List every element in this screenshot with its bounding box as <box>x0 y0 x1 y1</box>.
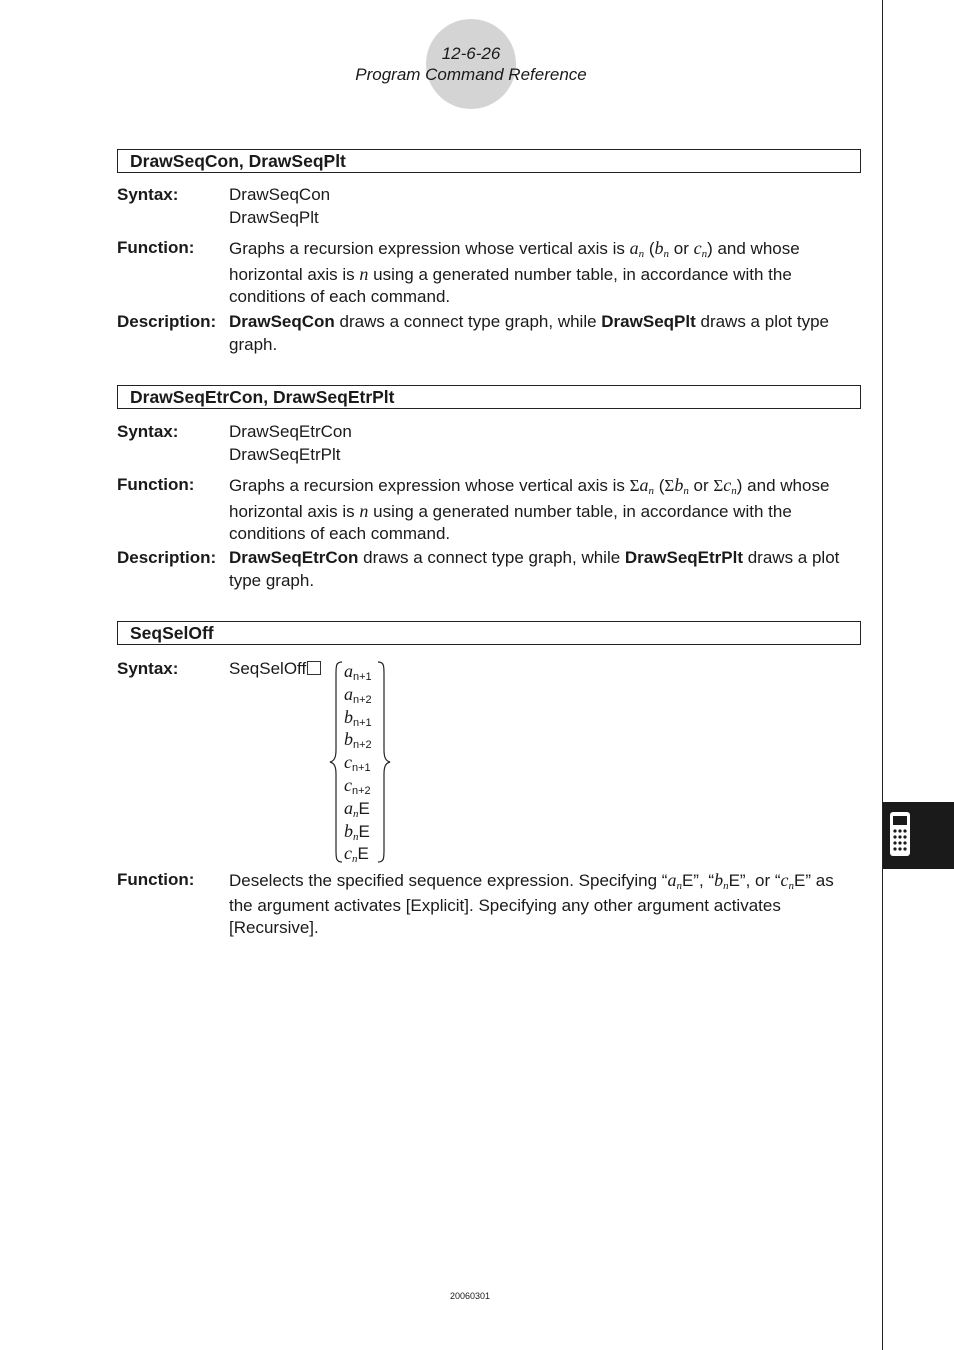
argument-an2: an+2 <box>344 683 372 706</box>
right-brace <box>377 660 391 864</box>
argument-cne: cnE <box>344 843 369 866</box>
header-circle <box>426 19 516 109</box>
function-text: Graphs a recursion expression whose vertical axis is Σan (Σbn or Σcn) and whose horizontal axis is n using a generated number table, in accordance with the conditions of each command. <box>229 475 830 543</box>
syntax-line: DrawSeqEtrCon <box>229 422 352 441</box>
function-label: Function: <box>117 475 195 494</box>
function-row <box>117 474 862 546</box>
syntax-label: Syntax: <box>117 422 179 441</box>
syntax-label: Syntax: <box>117 185 179 204</box>
section-heading-drawseqcon: DrawSeqCon, DrawSeqPlt <box>117 149 861 173</box>
calculator-icon <box>889 811 911 857</box>
page-margin-rule <box>882 0 883 1350</box>
function-label: Function: <box>117 238 195 257</box>
argument-bn1: bn+1 <box>344 706 372 729</box>
left-brace <box>329 660 343 864</box>
function-text: Graphs a recursion expression whose vertical axis is an (bn or cn) and whose horizontal axis is n using a generated number table, in accordance with the conditions of each command. <box>229 238 800 306</box>
syntax-line: DrawSeqCon <box>229 185 331 204</box>
chapter-tab <box>883 802 954 869</box>
syntax-command: SeqSelOff <box>229 659 307 678</box>
description-text: DrawSeqEtrCon draws a connect type graph, while DrawSeqEtrPlt draws a plot type graph. <box>229 548 840 590</box>
footer-date-code: 20060301 <box>449 1291 491 1301</box>
page-title: Program Command Reference <box>355 65 587 84</box>
argument-bn2: bn+2 <box>344 729 372 752</box>
argument-list <box>344 660 372 865</box>
syntax-line: DrawSeqPlt <box>229 207 319 227</box>
section-heading-seqseloff: SeqSelOff <box>117 621 861 645</box>
syntax-row <box>117 184 862 229</box>
command-name: DrawSeqPlt <box>601 312 696 331</box>
command-name: DrawSeqCon <box>229 312 335 331</box>
description-label: Description: <box>117 312 217 331</box>
function-text: Deselects the specified sequence expression. Specifying “anE”, “bnE”, or “cnE” as the argument activates [Explicit]. Specifying any other argument activates [Recursive]. <box>229 870 834 937</box>
argument-cn2: cn+2 <box>344 774 371 797</box>
description-label: Description: <box>117 548 217 567</box>
function-row <box>117 237 862 309</box>
syntax-row <box>117 658 862 681</box>
syntax-row <box>117 421 862 466</box>
description-row <box>117 547 862 592</box>
argument-ane: anE <box>344 797 370 820</box>
description-row <box>117 311 862 356</box>
argument-an1: an+1 <box>344 661 372 683</box>
command-name: DrawSeqEtrPlt <box>624 548 743 567</box>
argument-bne: bnE <box>344 820 370 843</box>
command-name: DrawSeqEtrCon <box>229 548 359 567</box>
syntax-line: DrawSeqEtrPlt <box>229 444 341 464</box>
function-label: Function: <box>117 870 195 889</box>
syntax-label: Syntax: <box>117 659 179 678</box>
description-text: DrawSeqCon draws a connect type graph, while DrawSeqPlt draws a plot type graph. <box>229 312 830 354</box>
function-row <box>117 869 862 940</box>
argument-cn1: cn+1 <box>344 752 371 775</box>
section-heading-drawseqetrcon: DrawSeqEtrCon, DrawSeqEtrPlt <box>117 385 861 409</box>
square-space-icon <box>307 661 321 675</box>
page-number: 12-6-26 <box>441 44 501 63</box>
